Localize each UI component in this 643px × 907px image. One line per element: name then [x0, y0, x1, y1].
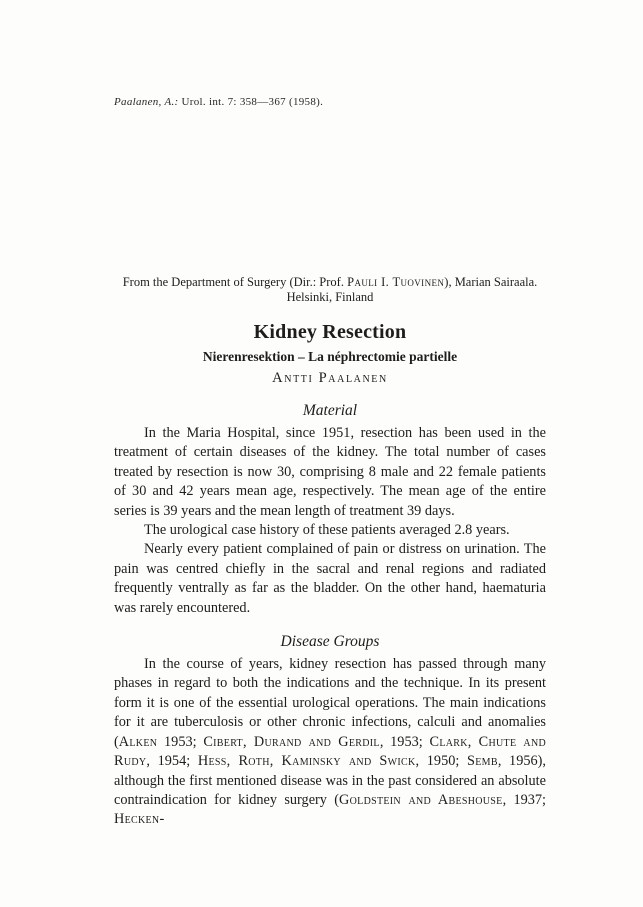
affiliation-block — [114, 275, 546, 304]
paragraph-material-1: In the Maria Hospital, since 1951, resection has been used in the treatment of certain diseases of the kidney. The total number of cases treated by resection is now 30, comprising 8 male and 22 female patients of 30 and 42 years mean age, respectively. The mean age of the entire series is 39 years and the mean length of treatment 39 days. — [114, 425, 546, 519]
paragraph-material-3: Nearly every patient complained of pain or distress on urination. The pain was centred chiefly in the sacral and renal regions and radiated frequently ventrally as far as the bladder. On the other hand, haematuria was rarely encountered. — [114, 541, 546, 616]
section-heading-disease-groups: Disease Groups — [280, 633, 380, 651]
section-heading-material: Material — [302, 402, 358, 419]
text-column — [114, 0, 546, 830]
author-name: Antti Paalanen — [272, 370, 388, 386]
section-disease-groups — [114, 633, 546, 830]
paragraph-disease-groups-1: In the course of years, kidney resection has passed through many phases in regard to both the indications and the technique. In its present form it is one of the essential urological operations. The main indications for it are tuberculosis or other chronic infections, calculi and anomalies (Alken 1953; Cibert, Durand and Gerdil, 1953; Clark, Chute and Rudy, 1954; Hess, Roth, Kaminsky and Swick, 1950; Semb, 1956), although the first mentioned disease was in the past considered an absolute contraindication for kidney surgery (Goldstein and Abeshouse, 1937; Hecken- — [114, 656, 547, 828]
affiliation-line: From the Department of Surgery (Dir.: Prof. Pauli I. Tuovinen), Marian Sairaala. — [122, 275, 538, 289]
paragraph-material-2: The urological case history of these patients averaged 2.8 years. — [144, 522, 510, 539]
section-material — [114, 402, 546, 618]
article-title: Kidney Resection — [253, 321, 407, 343]
affiliation-location: Helsinki, Finland — [286, 289, 374, 304]
article-subtitle: Nierenresektion – La néphrectomie partielle — [202, 349, 458, 364]
journal-citation: Paalanen, A.: Urol. int. 7: 358—367 (1958). — [114, 96, 324, 108]
